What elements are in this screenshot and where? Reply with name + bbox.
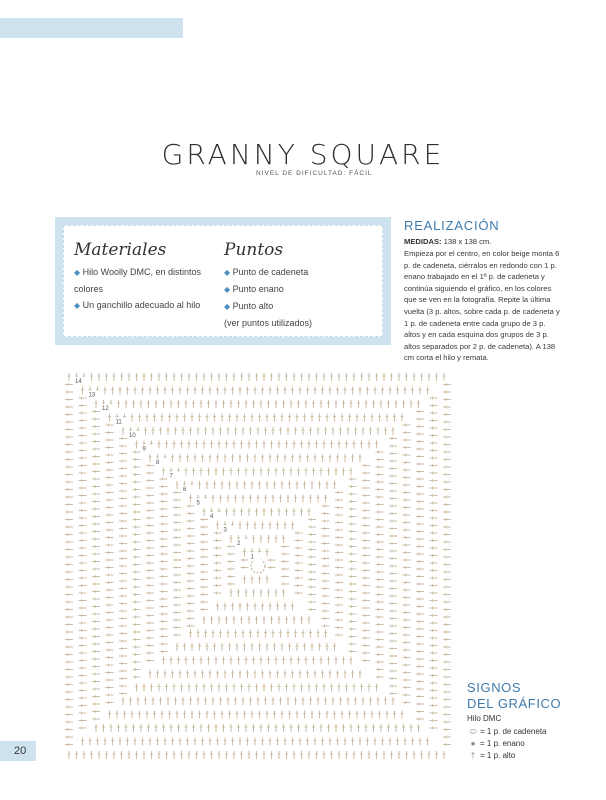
- chart-round: [146, 454, 370, 678]
- stitches-column: [224, 240, 374, 331]
- chart-round: [79, 387, 438, 746]
- materials-heading: Materiales: [74, 240, 167, 260]
- round-label: 12: [102, 406, 109, 412]
- materials-panel: [55, 217, 391, 345]
- diamond-bullet-icon: ◆: [74, 268, 81, 277]
- chart-round: [187, 495, 330, 638]
- page-title: GRANNY SQUARE: [161, 138, 445, 171]
- diamond-bullet-icon: ◆: [224, 285, 231, 294]
- materials-panel-inner: [63, 225, 383, 337]
- diamond-bullet-icon: ◆: [224, 302, 231, 311]
- round-label: 6: [183, 487, 187, 493]
- legend-slip: ● = 1 p. enano: [466, 739, 525, 750]
- round-label: 13: [88, 392, 96, 399]
- stitches-item: ◆ Punto alto: [224, 301, 274, 311]
- round-label: 4: [210, 514, 214, 520]
- realizacion-instructions: Empieza por el centro, en color beige monta 6 p. de cadeneta, ciérralos en redondo con 1 p. enano trabajado en el 1º p. de cadeneta y continúa siguiendo el gráfico, en los colores que se ven en la fotografía. Repite la última vuelta (3 p. altos, sobre cada p. de cadeneta y 1 p. de cadeneta entre cada grupo de 3 p. altos y en cada esquina dos grupos de 3 p. altos separados por 2 p. de cadeneta). A 138 cm corta el hilo y remata.: [404, 249, 560, 363]
- round-label: 5: [196, 500, 200, 507]
- materials-item: ◆ Un ganchillo adecuado al hilo: [74, 300, 201, 310]
- diamond-bullet-icon: ◆: [224, 268, 231, 277]
- yarn-label: Hilo DMC: [467, 714, 502, 723]
- round-label: 7: [169, 473, 173, 480]
- round-label: 3: [223, 527, 227, 534]
- chain-stitch-icon: ⬭: [469, 727, 477, 736]
- stitches-note: (ver puntos utilizados): [224, 318, 313, 328]
- stitches-heading: Puntos: [224, 240, 284, 260]
- signos-heading: SIGNOS DEL GRÁFICO: [467, 680, 562, 711]
- stitches-item: ◆ Punto enano: [224, 284, 284, 294]
- chart-round: [214, 522, 303, 611]
- page-number: 20: [14, 745, 27, 757]
- realizacion-heading: REALIZACIÓN: [404, 218, 500, 233]
- double-crochet-icon: †: [470, 751, 476, 760]
- chart-round: [119, 427, 397, 705]
- header-color-bar: [0, 18, 183, 38]
- round-label: 9: [142, 446, 146, 453]
- round-label: 8: [156, 460, 160, 466]
- round-label: 1: [250, 554, 254, 561]
- materials-column: [74, 240, 214, 314]
- round-label: 14: [75, 379, 82, 385]
- legend-double: † = 1 p. alto: [466, 751, 515, 762]
- measures: MEDIDAS: 138 x 138 cm.: [404, 237, 492, 246]
- slip-stitch-icon: ●: [470, 739, 476, 748]
- materials-item: ◆ Hilo Woolly DMC, en distintos colores: [74, 267, 202, 294]
- diamond-bullet-icon: ◆: [74, 301, 81, 310]
- difficulty-level: NIVEL DE DIFICULTAD: FÁCIL: [256, 170, 373, 177]
- round-label: 2: [237, 541, 241, 547]
- stitches-item: ◆ Punto de cadeneta: [224, 267, 309, 277]
- legend-chain: ⬭ = 1 p. de cadeneta: [466, 727, 547, 738]
- round-label: 11: [115, 419, 122, 426]
- center-ring: [251, 559, 265, 573]
- round-label: 10: [129, 433, 136, 439]
- crochet-chart: [58, 366, 458, 766]
